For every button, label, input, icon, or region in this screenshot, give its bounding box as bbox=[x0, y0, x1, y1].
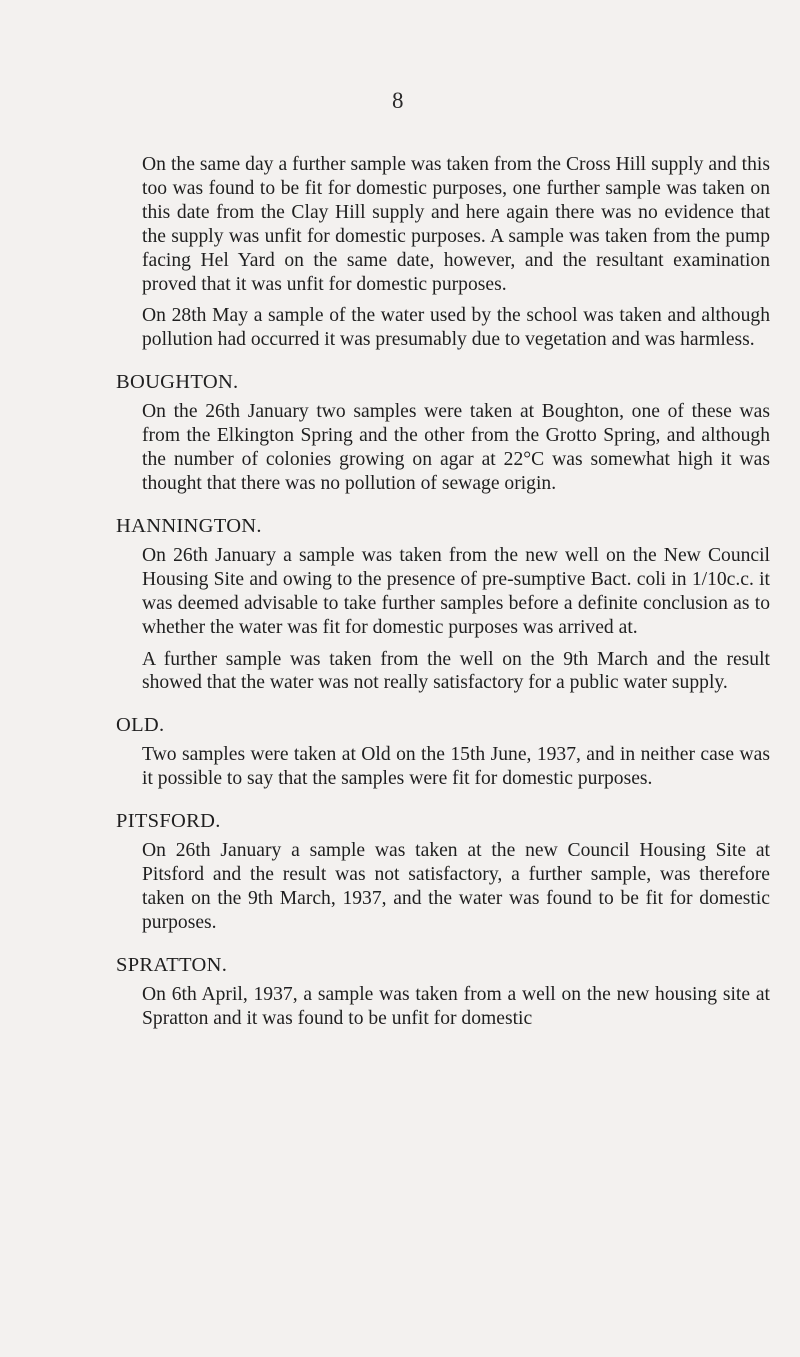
section-spratton bbox=[116, 953, 770, 1031]
page-number: 8 bbox=[392, 88, 404, 113]
section-paragraph: Two samples were taken at Old on the 15th June, 1937, and in neither case was it possible to say that the samples were fit for domestic purposes. bbox=[142, 744, 770, 790]
section-heading: HANNINGTON. bbox=[116, 514, 262, 537]
section-heading: OLD. bbox=[116, 714, 165, 737]
section-paragraph: On 26th January a sample was taken at the new Council Housing Site at Pitsford and the result was not satisfactory, a further sample, was therefore taken on the 9th March, 1937, and the water was found to be fit for domestic purposes. bbox=[142, 840, 770, 933]
section-heading: SPRATTON. bbox=[116, 953, 228, 976]
section-paragraph: On 6th April, 1937, a sample was taken from a well on the new housing site at Spratton and it was found to be unfit for domestic bbox=[142, 983, 770, 1029]
section-heading: PITSFORD. bbox=[116, 810, 221, 833]
section-paragraph: On 26th January a sample was taken from the new well on the New Council Housing Site and owing to the presence of pre-sumptive Bact. coli in 1/10c.c. it was deemed advisable to take further samples before a definite conclusion as to whether the water was fit for domestic purposes was arrived at. bbox=[142, 544, 770, 638]
section-paragraph: On the 26th January two samples were taken at Boughton, one of these was from the Elkington Spring and the other from the Grotto Spring, and although the number of colonies growing on agar at 22°C was somewhat high it was thought that there was no pollution of sewage origin. bbox=[142, 401, 770, 494]
document-body bbox=[116, 153, 770, 1039]
section-heading: BOUGHTON. bbox=[116, 371, 239, 394]
section-paragraph: A further sample was taken from the well on the 9th March and the result showed that the water was not really satisfactory for a public water supply. bbox=[142, 648, 770, 694]
intro-paragraph: On the same day a further sample was taken from the Cross Hill supply and this too was found to be fit for domestic purposes, one further sample was taken on this date from the Clay Hill supply and here again there was no evidence that the supply was unfit for domestic purposes. A sample was taken from the pump facing Hel Yard on the same date, however, and the resultant examination proved that it was unfit for domestic purposes. bbox=[142, 154, 770, 295]
section-old bbox=[116, 713, 770, 791]
section-pitsford bbox=[116, 809, 770, 935]
section-hannington bbox=[116, 514, 770, 695]
section-boughton bbox=[116, 370, 770, 496]
intro-paragraph: On 28th May a sample of the water used by the school was taken and although pollution had occurred it was presumably due to vegetation and was harmless. bbox=[142, 305, 770, 351]
